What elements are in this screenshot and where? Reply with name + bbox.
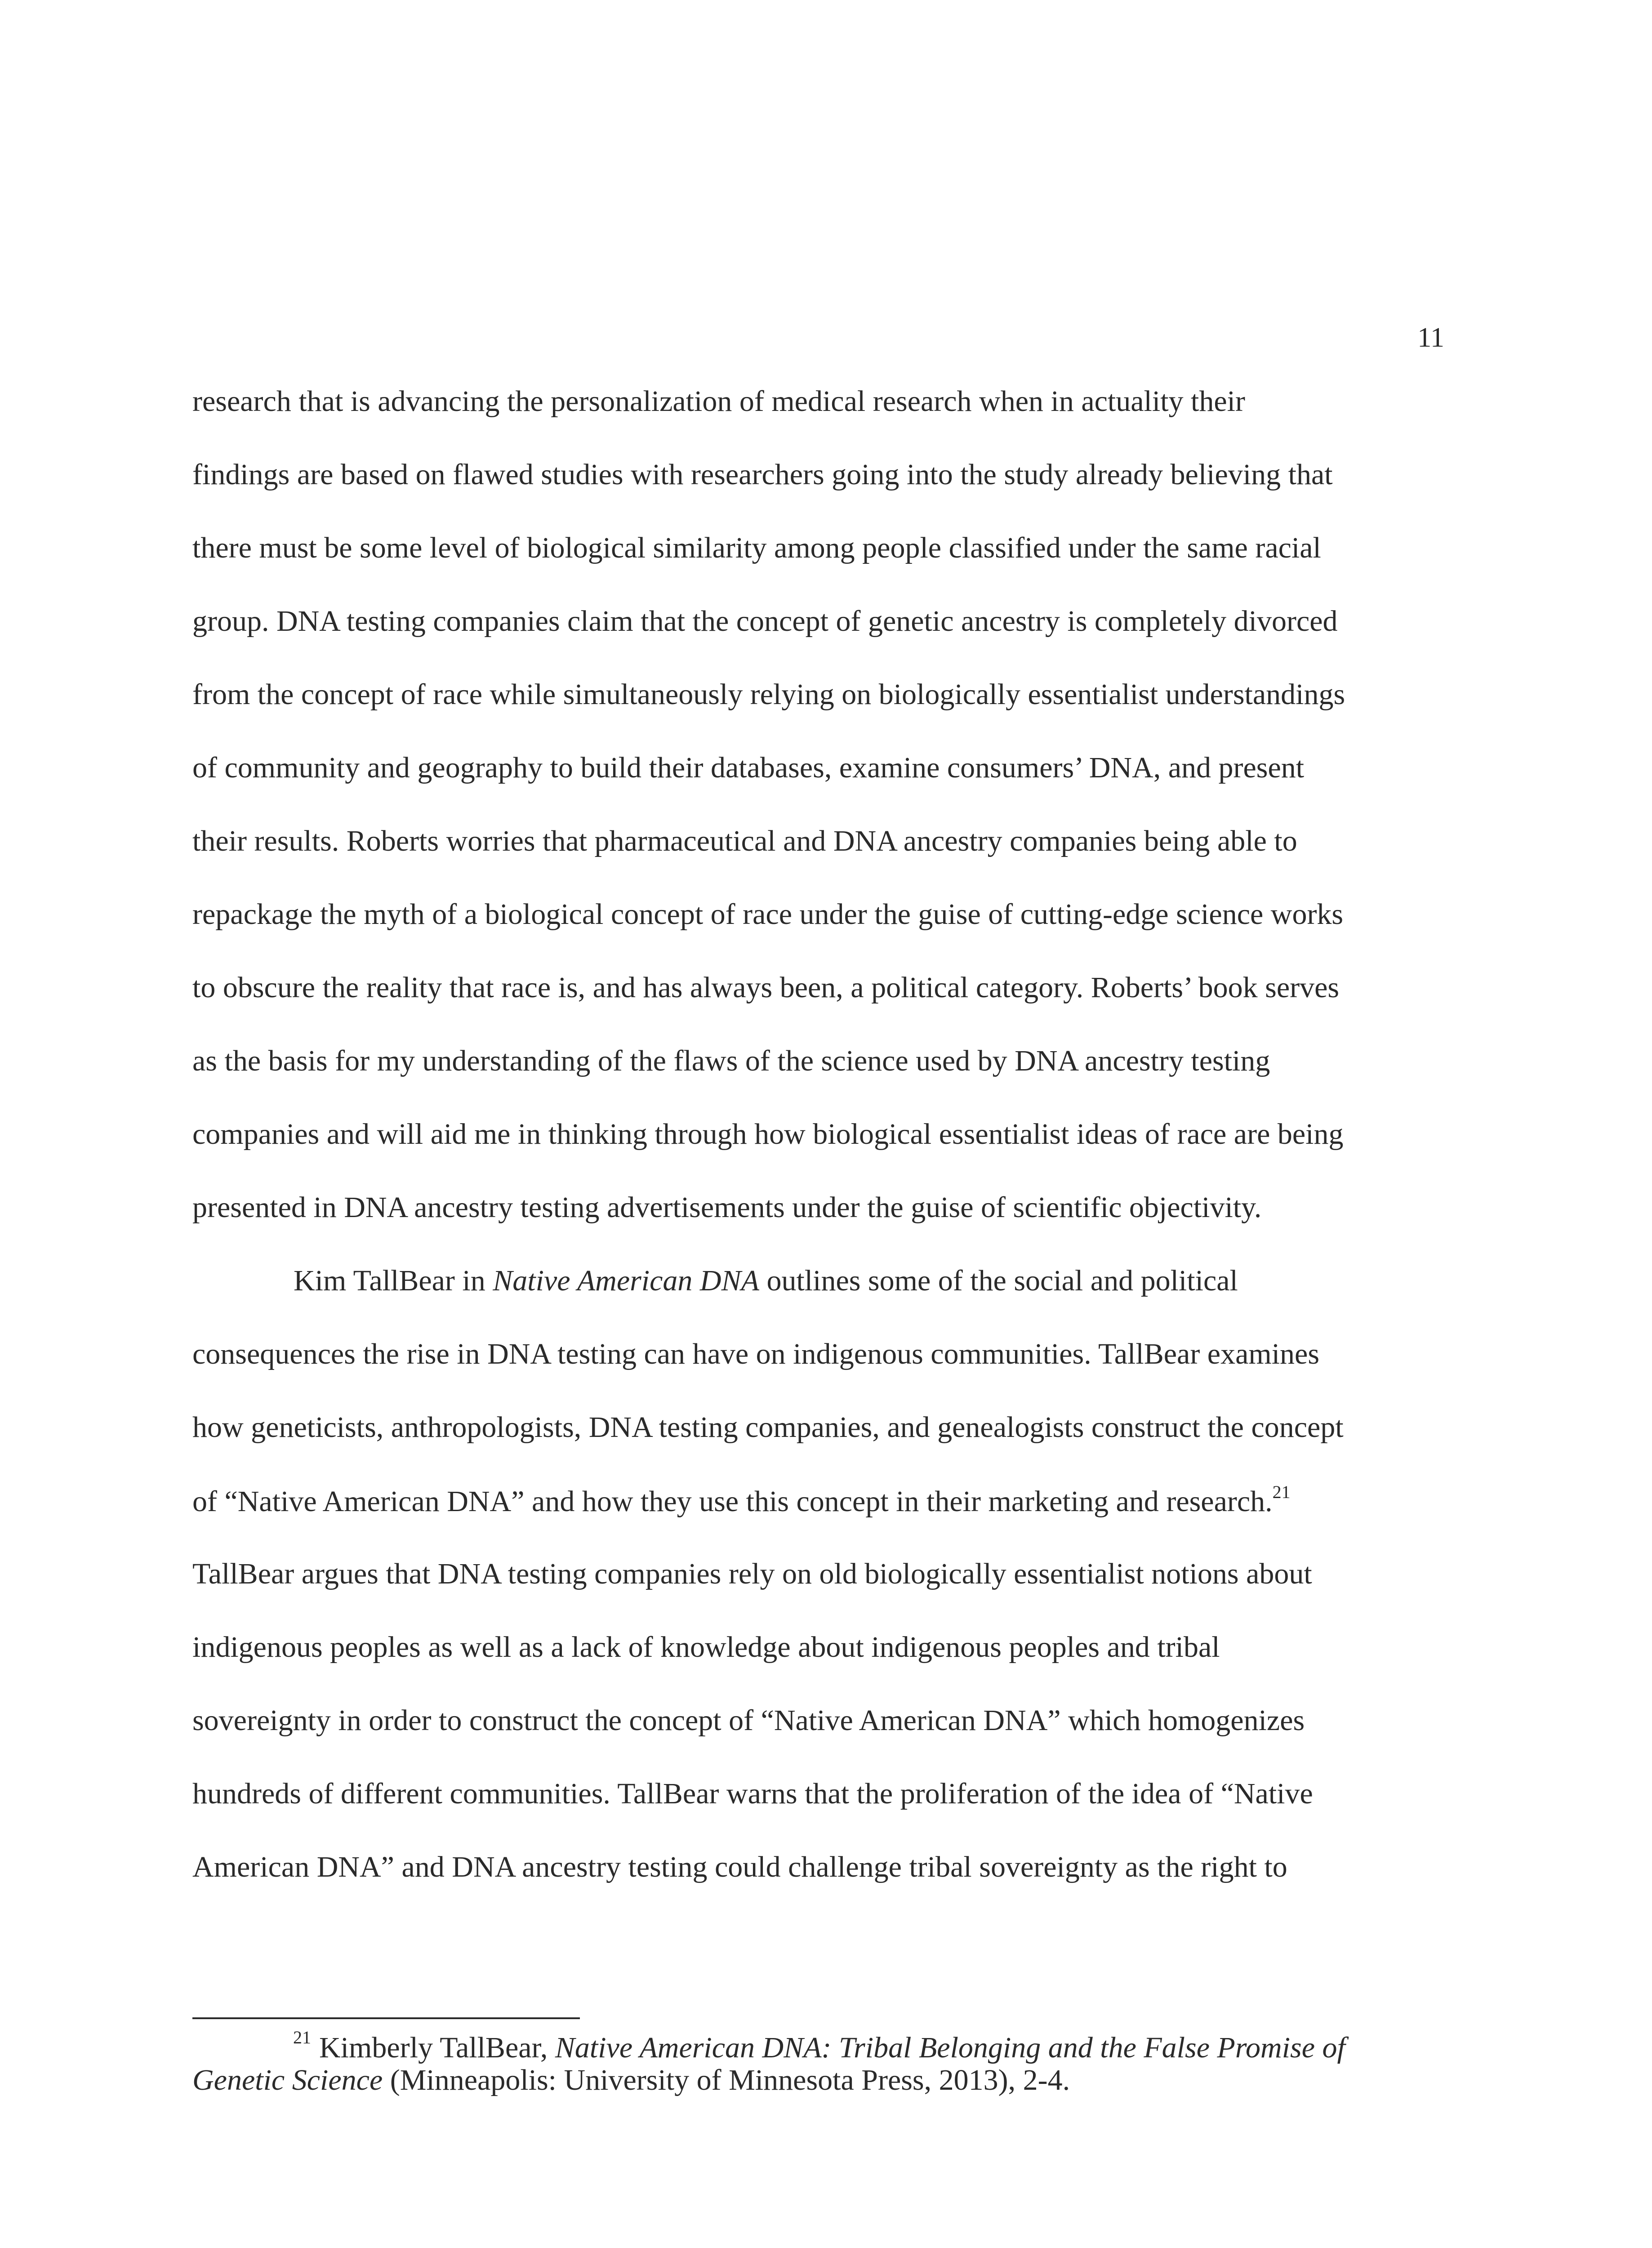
footnote-reference[interactable]: 21	[1272, 1482, 1291, 1502]
footnote-publication: (Minneapolis: University of Minnesota Press, 2013), 2-4.	[383, 2064, 1070, 2096]
paragraph-line: findings are based on flawed studies with researchers going into the study already believing that	[192, 458, 1333, 491]
paragraph-line: American DNA” and DNA ancestry testing could challenge tribal sovereignty as the right to	[192, 1851, 1287, 1883]
paragraph-line: consequences the rise in DNA testing can have on indigenous communities. TallBear examines	[192, 1338, 1320, 1370]
paragraph-line: their results. Roberts worries that pharmaceutical and DNA ancestry companies being able to	[192, 825, 1297, 857]
book-title: Native American DNA	[493, 1264, 759, 1297]
paragraph-line: indigenous peoples as well as a lack of knowledge about indigenous peoples and tribal	[192, 1631, 1220, 1664]
paragraph-line: research that is advancing the personalization of medical research when in actuality their	[192, 385, 1246, 418]
footnote-number: 21	[293, 2027, 311, 2047]
footnote-line	[293, 2027, 1345, 2064]
footnote-title: Native American DNA: Tribal Belonging and the False Promise of	[555, 2031, 1345, 2064]
paragraph-line: there must be some level of biological similarity among people classified under the same racial	[192, 531, 1321, 564]
paragraph-line: companies and will aid me in thinking through how biological essentialist ideas of race are being	[192, 1118, 1344, 1151]
paragraph-line: sovereignty in order to construct the concept of “Native American DNA” which homogenizes	[192, 1704, 1305, 1737]
paragraph-line: TallBear argues that DNA testing companies rely on old biologically essentialist notions about	[192, 1557, 1312, 1590]
footnote-line	[192, 2065, 1070, 2095]
paragraph-line: as the basis for my understanding of the flaws of the science used by DNA ancestry testing	[192, 1044, 1270, 1077]
footnote-separator	[192, 2017, 580, 2019]
paragraph-line: group. DNA testing companies claim that the concept of genetic ancestry is completely divorced	[192, 605, 1338, 638]
paragraph-line: how geneticists, anthropologists, DNA testing companies, and genealogists construct the concept	[192, 1411, 1344, 1444]
footnote-author: Kimberly TallBear,	[319, 2031, 555, 2064]
text-run: Kim TallBear in	[294, 1264, 493, 1297]
paragraph-line: from the concept of race while simultaneously relying on biologically essentialist understandings	[192, 678, 1345, 711]
paragraph-first-line	[294, 1266, 1238, 1296]
paragraph-line: to obscure the reality that race is, and has always been, a political category. Roberts’ book serves	[192, 971, 1340, 1004]
paragraph-line: hundreds of different communities. TallBear warns that the proliferation of the idea of “Native	[192, 1777, 1313, 1810]
paragraph-line: of community and geography to build their databases, examine consumers’ DNA, and present	[192, 751, 1305, 784]
paragraph-line: presented in DNA ancestry testing advertisements under the guise of scientific objectivity.	[192, 1191, 1262, 1224]
page-number: 11	[1417, 322, 1444, 353]
paragraph-line	[192, 1482, 1291, 1518]
paragraph-line: repackage the myth of a biological concept of race under the guise of cutting-edge science works	[192, 898, 1344, 931]
footnote-title: Genetic Science	[192, 2064, 383, 2096]
text-run: outlines some of the social and political	[759, 1264, 1238, 1297]
text-run: of “Native American DNA” and how they use this concept in their marketing and research.	[192, 1485, 1273, 1518]
